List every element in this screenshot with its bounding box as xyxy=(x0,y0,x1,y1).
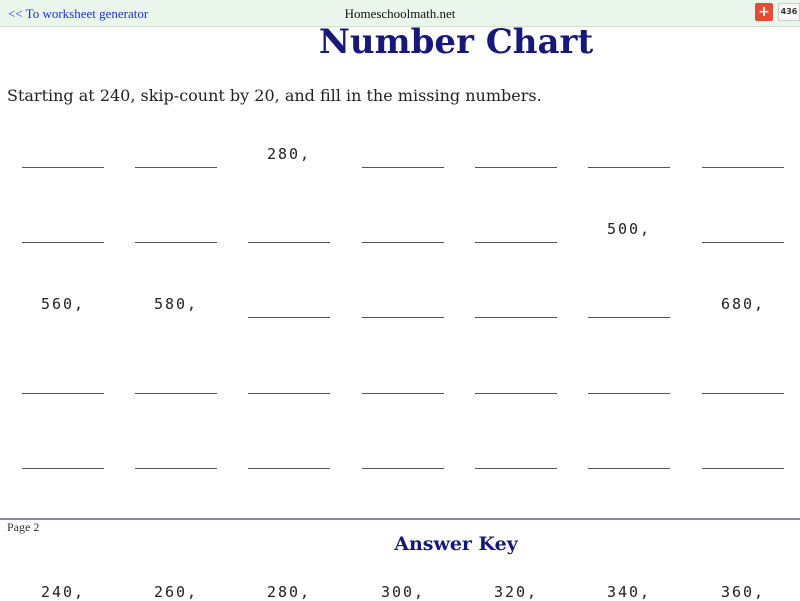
blank-answer-line[interactable] xyxy=(475,317,557,318)
blank-answer-line[interactable] xyxy=(362,242,444,243)
blank-answer-line[interactable] xyxy=(588,468,670,469)
blank-answer-line[interactable] xyxy=(362,167,444,168)
plus-icon: + xyxy=(758,4,770,20)
blank-answer-line[interactable] xyxy=(702,468,784,469)
given-number: 500, xyxy=(606,220,652,238)
blank-answer-line[interactable] xyxy=(475,468,557,469)
blank-answer-line[interactable] xyxy=(702,167,784,168)
answer-key-number: 340, xyxy=(606,583,652,601)
site-name: Homeschoolmath.net xyxy=(344,6,456,21)
blank-answer-line[interactable] xyxy=(248,468,330,469)
blank-answer-line[interactable] xyxy=(22,468,104,469)
blank-answer-line[interactable] xyxy=(475,242,557,243)
blank-answer-line[interactable] xyxy=(362,468,444,469)
given-number: 560, xyxy=(40,295,86,313)
blank-answer-line[interactable] xyxy=(248,317,330,318)
instructions-text: Starting at 240, skip-count by 20, and fill in the missing numbers. xyxy=(7,86,542,105)
blank-answer-line[interactable] xyxy=(475,167,557,168)
answer-key-number: 260, xyxy=(153,583,199,601)
back-to-worksheet-generator-link[interactable]: << To worksheet generator xyxy=(8,6,149,21)
given-number: 680, xyxy=(720,295,766,313)
page-title: Number Chart xyxy=(318,22,594,62)
blank-answer-line[interactable] xyxy=(475,393,557,394)
page-number-label: Page 2 xyxy=(7,520,40,534)
share-count-badge: 436 xyxy=(778,3,800,21)
blank-answer-line[interactable] xyxy=(135,242,217,243)
answer-key-number: 360, xyxy=(720,583,766,601)
blank-answer-line[interactable] xyxy=(135,167,217,168)
blank-answer-line[interactable] xyxy=(362,393,444,394)
blank-answer-line[interactable] xyxy=(22,393,104,394)
blank-answer-line[interactable] xyxy=(588,167,670,168)
given-number-cell xyxy=(702,295,784,331)
blank-answer-line[interactable] xyxy=(588,317,670,318)
blank-answer-line[interactable] xyxy=(248,242,330,243)
given-number: 580, xyxy=(153,295,199,313)
answer-key-number: 280, xyxy=(266,583,312,601)
answer-key-number: 240, xyxy=(40,583,86,601)
blank-answer-line[interactable] xyxy=(702,393,784,394)
blank-answer-line[interactable] xyxy=(248,393,330,394)
share-button[interactable] xyxy=(755,3,773,21)
blank-answer-line[interactable] xyxy=(22,242,104,243)
answer-key-number: 320, xyxy=(493,583,539,601)
answer-key-title: Answer Key xyxy=(394,533,518,555)
given-number: 280, xyxy=(266,145,312,163)
blank-answer-line[interactable] xyxy=(362,317,444,318)
blank-answer-line[interactable] xyxy=(588,393,670,394)
page-divider xyxy=(0,518,800,520)
given-number-cell xyxy=(22,295,104,331)
given-number-cell xyxy=(135,295,217,331)
blank-answer-line[interactable] xyxy=(135,468,217,469)
answer-key-number: 300, xyxy=(380,583,426,601)
blank-answer-line[interactable] xyxy=(702,242,784,243)
given-number-cell xyxy=(588,220,670,256)
blank-answer-line[interactable] xyxy=(22,167,104,168)
given-number-cell xyxy=(248,145,330,181)
blank-answer-line[interactable] xyxy=(135,393,217,394)
